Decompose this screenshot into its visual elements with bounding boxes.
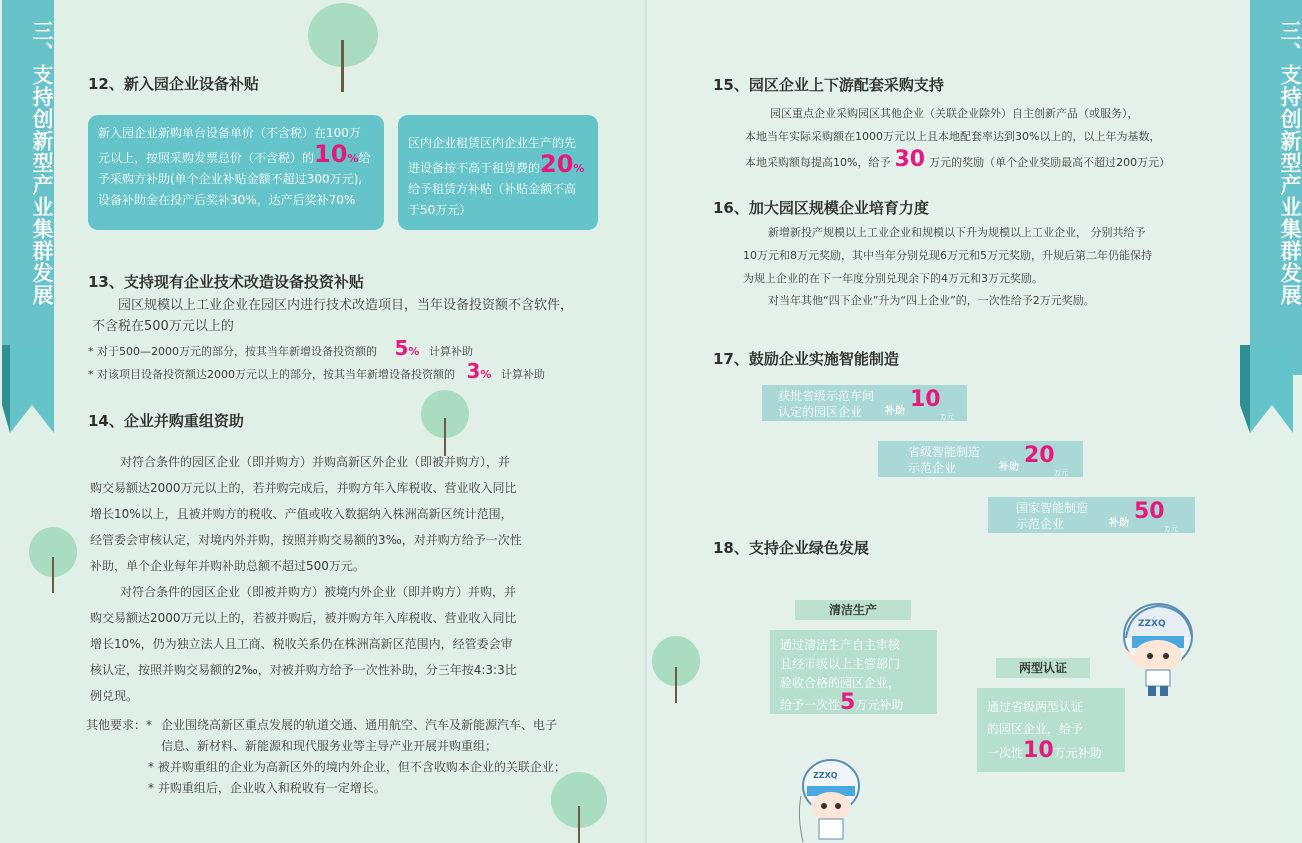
smart-mfg-subsidy-label: 补助 xyxy=(885,406,905,417)
smart-mfg-number: 10 xyxy=(910,387,941,412)
smart-mfg-item-3 xyxy=(988,497,1195,533)
s13-line-1: 园区规模以上工业企业在园区内进行技术改造项目，当年设备投资额不含软件， xyxy=(118,298,574,313)
s14-paragraph-1 xyxy=(90,449,522,709)
left-section-ribbon xyxy=(2,0,54,375)
s14-p2-line: 购交易额达2000万元以上的，若被并购后，被并购方年入库税收、营业收入同比 xyxy=(90,611,517,625)
smart-mfg-line-1: 省级智能制造 xyxy=(908,445,981,459)
page-fold xyxy=(645,0,647,843)
box1-line-2a: 元以上，按照采购发票总价（不含税）的 xyxy=(98,151,315,165)
clean-line-2: 且经市级以上主管部门 xyxy=(780,657,901,671)
section-17-title: 17、鼓励企业实施智能制造 xyxy=(713,350,899,368)
box1-line-1: 新入园企业新购单台设备单价（不含税）在100万 xyxy=(98,126,361,140)
s13-bullet-1-text: * 对于500—2000万元的部分，按其当年新增设备投资额的 xyxy=(88,345,377,358)
tree-icon xyxy=(26,525,80,595)
smart-mfg-line-2: 示范企业 xyxy=(1016,517,1065,531)
tree-icon xyxy=(548,770,610,843)
two-type-cert-tag: 两型认证 xyxy=(996,658,1090,678)
s14-other-2: * 被并购重组的企业为高新区外的境内外企业，但不含收购本企业的关联企业； xyxy=(148,760,566,774)
smart-mfg-subsidy-label: 补助 xyxy=(999,462,1019,473)
clean-line-1: 通过清洁生产自主审核 xyxy=(780,638,901,652)
box2-line-3: 给予租赁方补贴（补贴金额不高 xyxy=(408,182,577,196)
tree-icon xyxy=(650,633,702,705)
s14-p1-line: 经管委会审核认定，对境内外并购，按照并购交易额的3‰，对并购方给予一次性 xyxy=(90,533,522,547)
s15-line-3 xyxy=(745,149,1170,173)
s14-p1-line: 对符合条件的园区企业（即并购方）并购高新区外企业（即被并购方），并 xyxy=(120,455,511,469)
box1-line-4: 设备补助金在投产后奖补30%，达产后奖补70% xyxy=(98,193,356,207)
s13-bullet-1-tail: 计算补助 xyxy=(428,345,473,358)
s14-p1-line: 购交易额达2000万元以上的，若并购完成后，并购方年入库税收、营业收入同比 xyxy=(90,481,517,495)
s15-line-3a: 本地采购额每提高10%，给予 xyxy=(745,156,891,169)
cert-line-1: 通过省级两型认证 xyxy=(987,700,1084,714)
s13-bullet-2-text: * 对该项目设备投资额达2000万元以上的部分，按其当年新增设备投资额的 xyxy=(88,368,455,381)
s14-p2-line: 对符合条件的园区企业（即被并购方）被境内外企业（即并购方）并购，并 xyxy=(120,585,517,599)
box1-line-3: 予采购方补助(单个企业补贴金额不超过300万元), xyxy=(98,172,363,186)
cert-line-2: 的园区企业，给予 xyxy=(987,722,1084,736)
box1-number: 10 xyxy=(314,140,348,168)
smart-mfg-line-1: 国家智能制造 xyxy=(1016,501,1089,515)
clean-line-4a: 给予一次性 xyxy=(780,698,841,712)
s16-line-2: 10万元和8万元奖励，其中当年分别兑现6万元和5万元奖励，升规后第二年仍能保持 xyxy=(743,249,1152,262)
box2-line-2a: 进设备按不高于租赁费的 xyxy=(408,161,541,175)
cert-line-3a: 一次性 xyxy=(987,746,1024,760)
s14-p2-line: 增长10%，仍为独立法人且工商、税收关系仍在株洲高新区范围内，经管委会审 xyxy=(90,637,513,651)
tree-icon xyxy=(303,0,383,95)
clean-production-tag: 清洁生产 xyxy=(795,600,911,620)
box1-line-2b: 给 xyxy=(358,151,371,165)
section-16-title: 16、加大园区规模企业培育力度 xyxy=(713,199,929,217)
smart-mfg-unit: 万元 xyxy=(1054,469,1068,477)
section-12-box-2 xyxy=(398,115,598,230)
smart-mfg-line-1: 获批省级示范车间 xyxy=(778,389,875,403)
smart-mfg-line-2: 认定的园区企业 xyxy=(778,405,863,419)
clean-number: 5 xyxy=(840,690,856,715)
tree-icon xyxy=(417,388,473,458)
s16-line-1: 新增新投产规模以上工业企业和规模以下升为规模以上工业企业， 分别共给予 xyxy=(768,226,1146,239)
smart-mfg-unit: 万元 xyxy=(1164,525,1178,533)
smart-mfg-subsidy-label: 补助 xyxy=(1109,518,1129,529)
mascot-illustration xyxy=(795,756,865,843)
cert-number: 10 xyxy=(1023,738,1054,763)
s15-number: 30 xyxy=(894,147,926,172)
smart-mfg-unit: 万元 xyxy=(940,413,954,421)
smart-mfg-item-1 xyxy=(762,385,967,421)
clean-line-3: 验收合格的园区企业， xyxy=(780,676,901,690)
cert-line-3b: 万元补助 xyxy=(1053,746,1102,760)
s14-other-3: * 并购重组后，企业收入和税收有一定增长。 xyxy=(148,781,386,795)
s14-p2-line: 例兑现。 xyxy=(90,689,139,703)
s14-other-label: 其他要求：* xyxy=(86,718,153,732)
smart-mfg-line-2: 示范企业 xyxy=(908,461,957,475)
s13-bullet-2-percent: % xyxy=(480,368,492,381)
smart-mfg-item-2 xyxy=(878,441,1083,477)
s15-line-2: 本地当年实际采购额在1000万元以上且本地配套率达到30%以上的，以上年为基数， xyxy=(745,130,1161,143)
left-ribbon-text: 三、支持创新型产业集群发展 xyxy=(30,20,54,306)
s14-p2-line: 核认定，按照并购交易额的2‰，对被并购方给予一次性补助，分三年按4:3:3比 xyxy=(90,663,517,677)
smart-mfg-number: 20 xyxy=(1024,443,1055,468)
s13-bullet-1 xyxy=(88,338,473,362)
s15-line-1: 园区重点企业采购园区其他企业（关联企业除外）自主创新产品（或服务）， xyxy=(770,107,1139,120)
box2-percent: % xyxy=(573,162,585,175)
mascot-illustration xyxy=(1110,598,1196,698)
box2-line-4: 于50万元） xyxy=(408,203,472,217)
s14-other-1b: 信息、新材料、新能源和现代服务业等主导产业开展并购重组； xyxy=(161,739,498,753)
clean-production-box xyxy=(770,630,937,714)
section-14-title: 14、企业并购重组资助 xyxy=(88,412,244,430)
right-ribbon-text: 三、支持创新型产业集群发展 xyxy=(1278,20,1302,306)
section-15-title: 15、园区企业上下游配套采购支持 xyxy=(713,76,944,94)
right-section-ribbon xyxy=(1250,0,1302,375)
clean-line-4b: 万元补助 xyxy=(855,698,904,712)
s16-line-3: 为规上企业的在下一年度分别兑现余下的4万元和3万元奖励。 xyxy=(743,272,1043,285)
s13-bullet-2-tail: 计算补助 xyxy=(500,368,545,381)
mascot-helmet-text: ZZXQ xyxy=(813,771,838,780)
smart-mfg-number: 50 xyxy=(1134,499,1165,524)
s16-line-4: 对当年其他“四下企业”升为“四上企业”的，一次性给予2万元奖励。 xyxy=(768,294,1095,307)
s14-other-1a: 企业围绕高新区重点发展的轨道交通、通用航空、汽车及新能源汽车、电子 xyxy=(161,718,558,732)
section-12-title: 12、新入园企业设备补贴 xyxy=(88,75,259,93)
section-12-box-1 xyxy=(88,115,384,230)
section-13-title: 13、支持现有企业技术改造设备投资补贴 xyxy=(88,273,364,291)
mascot-helmet-text: ZZXQ xyxy=(1138,619,1166,629)
right-ribbon-tail xyxy=(1238,345,1282,433)
s15-line-3b: 万元的奖励（单个企业奖励最高不超过200万元） xyxy=(929,156,1171,169)
left-ribbon-tail xyxy=(0,345,44,433)
box2-line-1: 区内企业租赁区内企业生产的先 xyxy=(408,136,577,150)
s14-p1-line: 补助，单个企业每年并购补助总额不超过500万元。 xyxy=(90,559,365,573)
s13-bullet-1-percent: % xyxy=(408,345,420,358)
s13-bullet-2-number: 3 xyxy=(466,359,481,383)
s13-line-2: 不含税在500万元以上的 xyxy=(92,319,234,334)
s14-p1-line: 增长10%以上，且被并购方的税收、产值或收入数据纳入株洲高新区统计范围， xyxy=(90,507,513,521)
section-18-title: 18、支持企业绿色发展 xyxy=(713,539,869,557)
two-type-cert-box xyxy=(977,688,1125,772)
s13-bullet-2 xyxy=(88,361,545,385)
box1-percent: % xyxy=(347,152,359,165)
box2-number: 20 xyxy=(540,150,574,178)
s13-bullet-1-number: 5 xyxy=(394,336,409,360)
